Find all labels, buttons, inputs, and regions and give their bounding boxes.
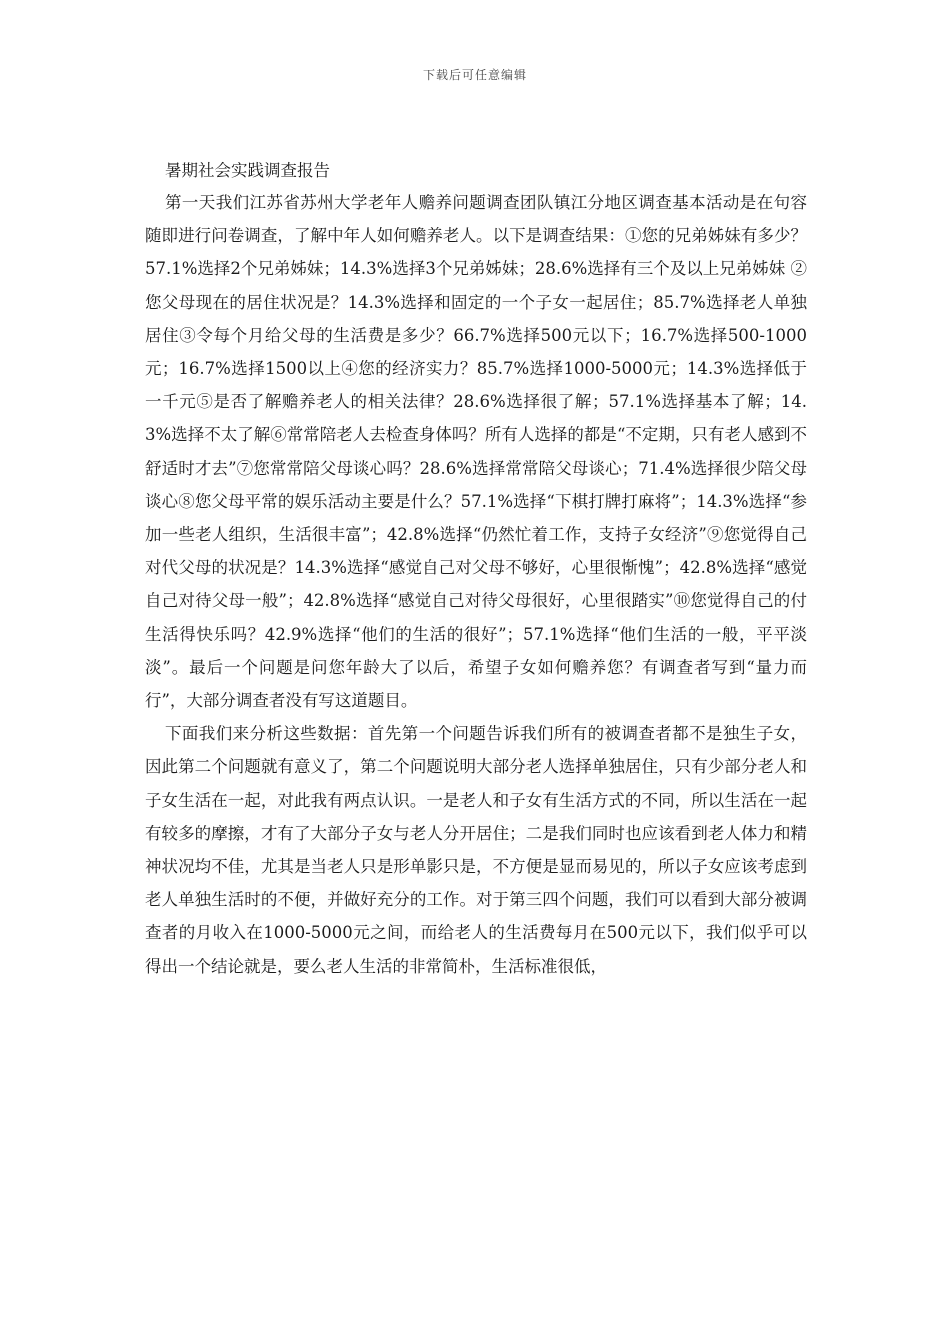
running-header: 下载后可任意编辑 [422, 68, 527, 82]
document-body [145, 156, 807, 983]
document-title: 暑期社会实践调查报告 [165, 161, 330, 180]
analysis-paragraph: 下面我们来分析这些数据：首先第一个问题告诉我们所有的被调查者都不是独生子女，因此第二个问题就有意义了，第二个问题说明大部分老人选择单独居住，只有少部分老人和子女生活在一起，对此我有两点认识。一是老人和子女有生活方式的不同，所以生活在一起有较多的摩擦，才有了大部分子女与老人分开居住；二是我们同时也应该看到老人体力和精神状况均不佳，尤其是当老人只是形单影只是，不方便是显而易见的，所以子女应该考虑到老人单独生活时的不便，并做好充分的工作。对于第三四个问题，我们可以看到大部分被调查者的月收入在1000-5000元之间，而给老人的生活费每月在500元以下，我们似乎可以得出一个结论就是，要么老人生活的非常简朴，生活标准很低， [145, 724, 807, 976]
survey-results-paragraph: 第一天我们江苏省苏州大学老年人赡养问题调查团队镇江分地区调查基本活动是在句容随即进行问卷调查，了解中年人如何赡养老人。以下是调查结果：①您的兄弟姊妹有多少？57.1%选择2个兄弟姊妹；14.3%选择3个兄弟姊妹；28.6%选择有三个及以上兄弟姊妹 ②您父母现在的居住状况是？14.3%选择和固定的一个子女一起居住；85.7%选择老人单独居住③令每个月给父母的生活费是多少？66.7%选择500元以下；16.7%选择500-1000元；16.7%选择1500以上④您的经济实力？85.7%选择1000-5000元；14.3%选择低于一千元⑤是否了解赡养老人的相关法律？28.6%选择很了解；57.1%选择基本了解；14.3%选择不太了解⑥常常陪老人去检查身体吗？所有人选择的都是“不定期，只有老人感到不舒适时才去”⑦您常常陪父母谈心吗？28.6%选择常常陪父母谈心；71.4%选择很少陪父母谈心⑧您父母平常的娱乐活动主要是什么？57.1%选择“下棋打牌打麻将”；14.3%选择“参加一些老人组织，生活很丰富”；42.8%选择“仍然忙着工作，支持子女经济”⑨您觉得自己对代父母的状况是？14.3%选择“感觉自己对父母不够好，心里很惭愧”；42.8%选择“感觉自己对待父母一般”；42.8%选择“感觉自己对待父母很好，心里很踏实”⑩您觉得自己的付生活得快乐吗？42.9%选择“他们的生活的很好”；57.1%选择“他们生活的一般，平平淡淡”。最后一个问题是问您年龄大了以后，希望子女如何赡养您？有调查者写到“量力而行”，大部分调查者没有写这道题目。 [145, 193, 807, 711]
